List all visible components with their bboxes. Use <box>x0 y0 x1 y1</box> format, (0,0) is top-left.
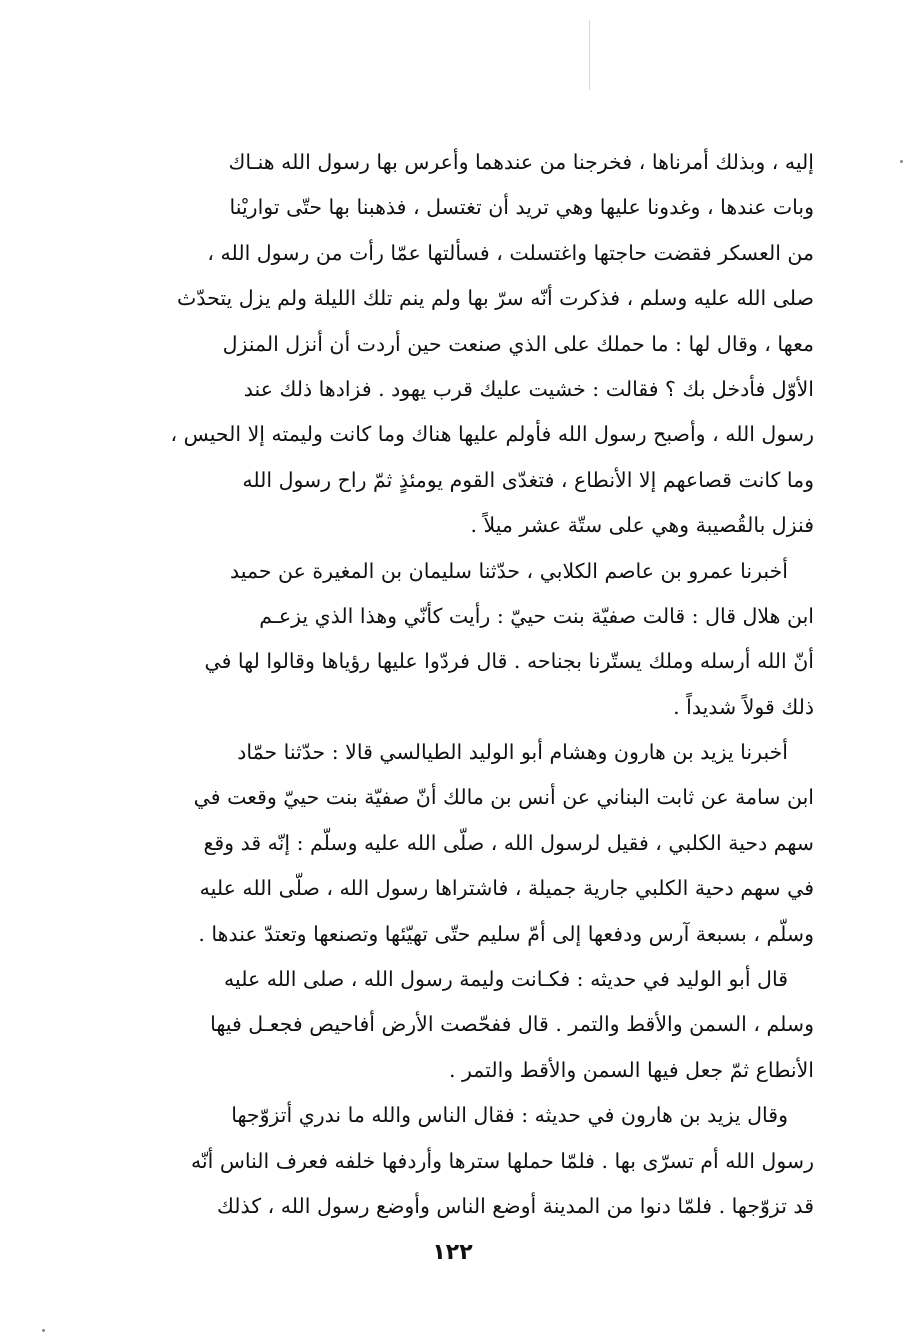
text-line: سهم دحية الكلبي ، فقيل لرسول الله ، صلّى الله عليه وسلّم : إنّه قد وقع <box>203 830 814 855</box>
paragraph-end-line: ذلك قولاً شديداً . <box>673 694 814 719</box>
fold-line <box>589 20 590 90</box>
text-line: ابن هلال قال : قالت صفيّة بنت حييّ : رأيت كأنّي وهذا الذي يزعـم <box>259 603 814 628</box>
text-line: وسلم ، السمن والأقط والتمر . قال ففحّصت الأرض أفاحيص فجعـل فيها <box>210 1012 814 1037</box>
text-line: وبات عندها ، وغدونا عليها وهي تريد أن تغتسل ، فذهبنا بها حتّى تواريْنا <box>229 195 814 220</box>
paragraph-end-line: الأنطاع ثمّ جعل فيها السمن والأقط والتمر . <box>448 1057 814 1082</box>
text-line: أنّ الله أرسله وملك يستّرنا بجناحه . قال فردّوا عليها رؤياها وقالوا لها في <box>204 649 814 674</box>
text-line: الأوّل فأدخل بك ؟ فقالت : خشيت عليك قرب يهود . فزادها ذلك عند <box>243 376 814 401</box>
body-text <box>92 140 814 1229</box>
text-line: قد تزوّجها . فلمّا دنوا من المدينة أوضع الناس وأوضع رسول الله ، كذلك <box>217 1193 814 1218</box>
scan-speck <box>900 160 903 163</box>
text-line: رسول الله ، وأصبح رسول الله فأولم عليها هناك وما كانت وليمته إلا الحيس ، <box>170 422 814 447</box>
paragraph-start-line: أخبرنا عمرو بن عاصم الكلابي ، حدّثنا سليمان بن المغيرة عن حميد <box>230 558 788 583</box>
text-line: إليه ، وبذلك أمرناها ، فخرجنا من عندهما وأعرس بها رسول الله هنـاك <box>228 150 814 174</box>
text-line: ابن سامة عن ثابت البناني عن أنس بن مالك أنّ صفيّة بنت حييّ وقعت في <box>193 785 814 810</box>
page-number: ١٢٢ <box>432 1240 473 1265</box>
text-line: وما كانت قصاعهم إلا الأنطاع ، فتغدّى القوم يومئذٍ ثمّ راح رسول الله <box>242 467 814 492</box>
text-line: رسول الله أم تسرّى بها . فلمّا حملها سترها وأردفها خلفه فعرف الناس أنّه <box>190 1148 814 1173</box>
paragraph-start-line: قال أبو الوليد في حديثه : فكـانت وليمة رسول الله ، صلى الله عليه <box>224 967 788 992</box>
text-line: صلى الله عليه وسلم ، فذكرت أنّه سرّ بها ولم ينم تلك الليلة ولم يزل يتحدّث <box>177 286 814 311</box>
scan-speck <box>42 1329 45 1332</box>
paragraph-start-line: وقال يزيد بن هارون في حديثه : فقال الناس والله ما ندري أتزوّجها <box>231 1103 788 1128</box>
paragraph-end-line: فنزل بالقُصيبة وهي على ستّة عشر ميلاً . <box>470 513 814 538</box>
text-line: معها ، وقال لها : ما حملك على الذي صنعت حين أردت أن أنزل المنزل <box>222 331 814 356</box>
paragraph-end-line: وسلّم ، بسبعة آرس ودفعها إلى أمّ سليم حتّى تهيّئها وتصنعها وتعتدّ عندها . <box>198 921 814 946</box>
paragraph-start-line: أخبرنا يزيد بن هارون وهشام أبو الوليد الطيالسي قالا : حدّثنا حمّاد <box>237 740 788 765</box>
text-line: في سهم دحية الكلبي جارية جميلة ، فاشتراها رسول الله ، صلّى الله عليه <box>199 876 814 901</box>
text-line: من العسكر فقضت حاجتها واغتسلت ، فسألتها عمّا رأت من رسول الله ، <box>207 240 814 265</box>
